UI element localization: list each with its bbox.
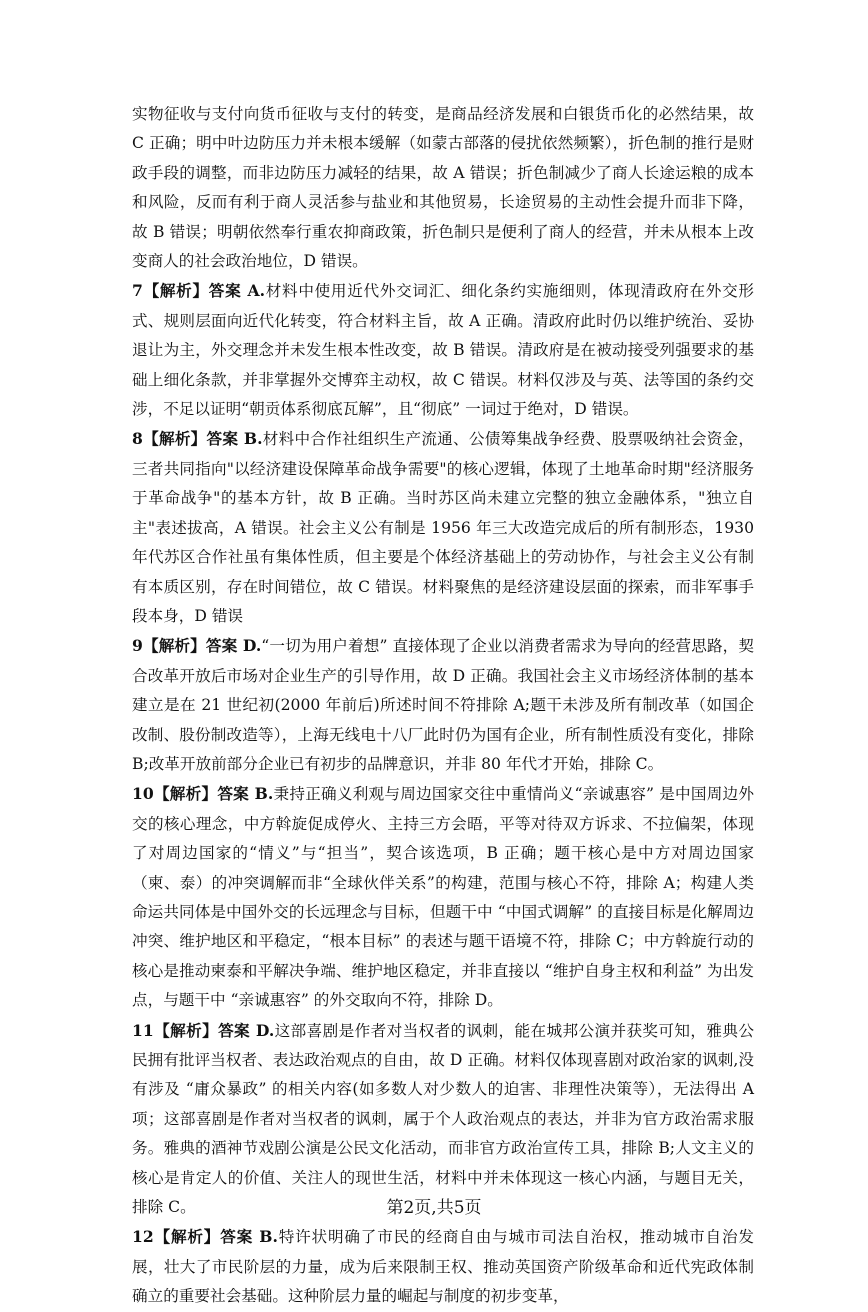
paragraph-text: 秉持正确义利观与周边国家交往中重情尚义“亲诚惠容” 是中国周边外交的核心理念，中方斡旋促成停火、主持三方会晤，平等对待双方诉求、不拉偏架，体现了对周边国家的“情义”与“担当”，契合该选项，B 正确；题干核心是中方对周边国家（柬、泰）的冲突调解而非“全球伙伴关系”的构建，范围与核心不符，排除 A；构建人类命运共同体是中国外交的长远理念与目标，但题干中 “中国式调解” 的直接目标是化解周边冲突、维护地区和平稳定，“根本目标” 的表述与题干语境不符，排除 C；中方斡旋行动的核心是推动柬泰和平解决争端、维护地区稳定，并非直接以 “维护自身主权和利益” 为出发点，与题干中 “亲诚惠容” 的外交取向不符，排除 D。 bbox=[132, 785, 754, 1010]
question-number: 7 bbox=[132, 281, 143, 301]
analysis-tag: 【解析】 bbox=[142, 429, 207, 449]
analysis-tag: 【解析】 bbox=[142, 281, 209, 301]
answer-label: 答案 B. bbox=[206, 429, 263, 449]
paragraph-text: 特许状明确了市民的经商自由与城市司法自治权，推动城市自治发展，壮大了市民阶层的力量，成为后来限制王权、推动英国资产阶级革命和近代宪政体制确立的重要社会基础。这种阶层力量的崛起与制度的初步变革， bbox=[132, 1228, 754, 1306]
answer-label: 答案 B. bbox=[220, 1227, 278, 1247]
question-number: 10 bbox=[132, 784, 154, 804]
analysis-tag: 【解析】 bbox=[142, 636, 206, 656]
paragraph-text: 这部喜剧是作者对当权者的讽刺，能在城邦公演并获奖可知，雅典公民拥有批评当权者、表达政治观点的自由，故 D 正确。材料仅体现喜剧对政治家的讽刺,没有涉及 “庸众暴政” 的相关内容(如多数人对少数人的迫害、非理性决策等），无法得出 A 项；这部喜剧是作者对当权者的讽刺，属于个人政治观点的表达，并非为官方政治需求服务。雅典的酒神节戏剧公演是公民文化活动，而非官方政治宣传工具，排除 B;人文主义的核心是肯定人的价值、关注人的现世生活，材料中并未体现这一核心内涵，与题目无关，排除 C。 bbox=[132, 1021, 754, 1217]
answer-label: 答案 A. bbox=[208, 281, 266, 301]
answer-label: 答案 B. bbox=[217, 784, 274, 804]
paragraph-text: “一切为用户着想” 直接体现了企业以消费者需求为导向的经营思路，契合改革开放后市场对企业生产的引导作用，故 D 正确。我国社会主义市场经济体制的基本建立是在 21 世纪初(2000 年前后)所述时间不符排除 A;题干未涉及所有制改革（如国企改制、股份制改造等），上海无线电十八厂此时仍为国有企业，所有制性质没有变化，排除 B;改革开放前部分企业已有初步的品牌意识，并非 80 年代才开始，排除 C。 bbox=[132, 637, 754, 773]
paragraph-7 bbox=[132, 276, 754, 424]
analysis-tag: 【解析】 bbox=[153, 1227, 221, 1247]
paragraph-11 bbox=[132, 1016, 754, 1223]
paragraph-text: 材料中合作社组织生产流通、公债筹集战争经费、股票吸纳社会资金，三者共同指向"以经济建设保障革命战争需要"的核心逻辑，体现了土地革命时期"经济服务于革命战争"的基本方针，故 B 正确。当时苏区尚未建立完整的独立金融体系，"独立自主"表述拔高，A 错误。社会主义公有制是 1956 年三大改造完成后的所有制形态，1930 年代苏区合作社虽有集体性质，但主要是个体经济基础上的劳动协作，与社会主义公有制有本质区别，存在时间错位，故 C 错误。材料聚焦的是经济建设层面的探索，而非军事手段本身，D 错误 bbox=[132, 430, 754, 625]
paragraph-6-continued bbox=[132, 100, 754, 276]
answer-explanations bbox=[132, 100, 754, 1312]
paragraph-8 bbox=[132, 424, 754, 631]
question-number: 9 bbox=[132, 636, 143, 656]
paragraph-12 bbox=[132, 1222, 754, 1311]
question-number: 8 bbox=[132, 429, 143, 449]
analysis-tag: 【解析】 bbox=[153, 1020, 219, 1040]
paragraph-text: 实物征收与支付向货币征收与支付的转变，是商品经济发展和白银货币化的必然结果，故 C 正确；明中叶边防压力并未根本缓解（如蒙古部落的侵扰依然频繁），折色制的推行是财政手段的调整，而非边防压力减轻的结果，故 A 错误；折色制减少了商人长途运粮的成本和风险，反而有利于商人灵活参与盐业和其他贸易，长途贸易的主动性会提升而非下降，故 B 错误；明朝依然奉行重农抑商政策，折色制只是便利了商人的经营，并未从根本上改变商人的社会政治地位，D 错误。 bbox=[132, 105, 754, 271]
analysis-tag: 【解析】 bbox=[153, 784, 218, 804]
question-number: 12 bbox=[132, 1227, 154, 1247]
question-number: 11 bbox=[132, 1020, 154, 1040]
paragraph-9 bbox=[132, 631, 754, 779]
paragraph-10 bbox=[132, 779, 754, 1015]
page-number-footer: 第2页,共5页 bbox=[386, 1198, 482, 1218]
answer-label: 答案 D. bbox=[218, 1020, 275, 1040]
answer-label: 答案 D. bbox=[205, 636, 262, 656]
paragraph-text: 材料中使用近代外交词汇、细化条约实施细则，体现清政府在外交形式、规则层面向近代化转变，符合材料主旨，故 A 正确。清政府此时仍以维护统治、妥协退让为主，外交理念并未发生根本性改变，故 B 错误。清政府是在被动接受列强要求的基础上细化条款，并非掌握外交博弈主动权，故 C 错误。材料仅涉及与英、法等国的条约交涉，不足以证明“朝贡体系彻底瓦解”，且“彻底” 一词过于绝对，D 错误。 bbox=[132, 282, 754, 419]
